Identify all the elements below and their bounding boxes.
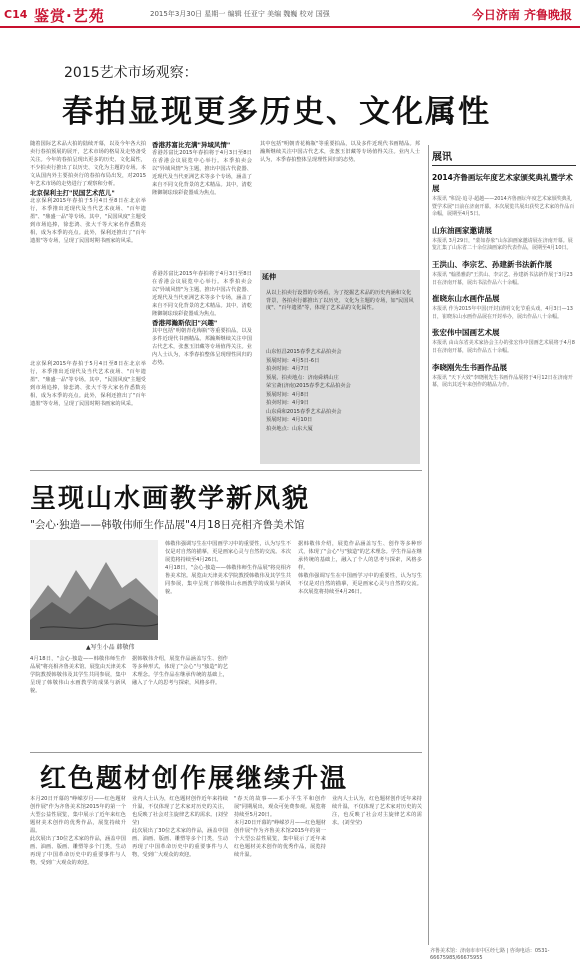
lead-subhead-3: 香港邦瀚斯依旧"兴趣" — [152, 319, 218, 327]
extension-line: 荣宝斋(济南)2015春季艺术品拍卖会 — [266, 383, 351, 389]
lead-body-3: 香港苏富比2015年春拍将于4月3日至8日在香港会议展览中心举行。本季拍卖会以"异域风情"为主题，推出中国古代瓷器、近现代及当代亚洲艺术等多个专场，涵盖了来自不同文化背景的艺术精品。其中，清乾隆御制珐琅彩瓷器成为焦点。 — [152, 150, 252, 196]
extension-line: 预展、拍卖地点：济南舜耕山庄 — [266, 374, 339, 381]
lead-body-2b: 北京保利2015年春拍于5月4日至8日在北京举行，本季推出近现代及当代艺术夜场、"百年遗墨"、"鼎盛一品"等专场。其中，"民国风度"主题受到市场追捧，徐悲鸿、张大千等大家名作悉数亮相，成为本季的亮点。此外，保利还推出了"百年遗墨"等专场，呈现了民国时期书画家的风采。 — [30, 361, 146, 407]
second-body-2: 据韩敬伟介绍，展览作品涵盖写生、创作等多种形式，体现了"会心"与"独造"的艺术理念。学生作品在继承传统的基础上，融入了个人的思考与探索，风格多样。 — [132, 656, 228, 686]
lead-kicker: 2015艺术市场观察： — [64, 65, 198, 81]
sidebar — [432, 148, 576, 390]
third-body-1: 本月20日开幕的"峥嵘岁月——红色题材创作展"作为齐鲁美术馆2015年的第一个大型公益性展览，集中展示了近年来红色题材美术创作的优秀作品，展览持续升温。 — [30, 796, 126, 834]
lead-body-2: 北京保利2015年春拍于5月4日至8日在北京举行，本季推出近现代及当代艺术夜场、"百年遗墨"、"鼎盛一品"等专场。其中，"民国风度"主题受到市场追捧，徐悲鸿、张大千等大家名作悉数亮相，成为本季的亮点。此外，保利还推出了"百年遗墨"等专场，呈现了民国时期书画家的风采。 — [30, 198, 146, 244]
lead-col-1b — [30, 360, 146, 470]
extension-line: 预展时间：4月8日 — [266, 391, 309, 398]
third-col-2 — [132, 795, 228, 975]
page-number: C14 — [4, 8, 28, 21]
second-body-1b: 4月18日，"会心·独造——韩敬伟师生作品展"将亮相齐鲁美术馆。展览由天津美术学院教授韩敬伟及其学生共同参展，集中呈现了韩敬伟山水画教学的成果与新风貌。 — [165, 565, 291, 595]
extension-line: 拍卖时间：4月7日 — [266, 366, 309, 372]
page-header — [0, 0, 580, 30]
lead-col-3 — [260, 140, 420, 266]
third-col-1 — [30, 795, 126, 975]
sidebar-item-body: 本报讯 "天下大效"李晓刚先生书画作品展将于4月12日在济南开幕，展出其近年来创作的精品力作。 — [432, 374, 573, 389]
newspaper-logo: 今日济南 齐鲁晚报 — [471, 8, 572, 22]
header-divider — [0, 26, 580, 28]
extension-text: 从以上拍卖行设置的专场看，为了挖掘艺术品的历史内涵和文化背景，各拍卖行都推出了以历史、文化为主题的专场，如"民国风度"、"百年遗墨"等，体现了艺术品的文化属性。 — [266, 290, 414, 312]
landscape-painting-image — [30, 540, 158, 640]
lead-col-1 — [30, 140, 146, 360]
sidebar-item-head: 李晓刚先生书画作品展 — [432, 362, 507, 372]
lead-subhead-2: 香港苏富比充满"异域风情" — [152, 141, 231, 149]
sidebar-item-body: 本报讯 作为2015年中国(开封)清明文化节重头戏，4月3日—13日，崔晓东山水画作品展在开封举办，展出作品八十余幅。 — [432, 306, 573, 320]
third-col-3 — [234, 795, 326, 975]
second-col-1 — [30, 655, 126, 750]
third-body-2b: 此次展出了30位艺术家的作品，涵盖中国画、油画、版画、雕塑等多个门类，生动再现了中国革命历史中的重要事件与人物，受到广大观众的欢迎。 — [132, 828, 228, 858]
second-col-3 — [165, 540, 291, 650]
lead-body-3b: 香港苏富比2015年春拍将于4月3日至8日在香港会议展览中心举行。本季拍卖会以"异域风情"为主题，推出中国古代瓷器、近现代及当代亚洲艺术等多个专场，涵盖了来自不同文化背景的艺术精品。其中，清乾隆御制珐琅彩瓷器成为焦点。 — [152, 271, 252, 317]
sidebar-divider — [428, 145, 429, 945]
lead-body-4: 其中包括"明朝青花梅瓶"等重要拍品，以及多件近现代书画精品。邦瀚斯继续关注中国古代艺术，张葱玉旧藏等专场值得关注。业内人士认为，本季春拍整体呈现理性回归的态势。 — [152, 328, 252, 366]
extension-line: 山东舜和2015春季艺术品拍卖会 — [266, 408, 342, 415]
lead-body-4b: 其中包括"明朝青花梅瓶"等重要拍品，以及多件近现代书画精品。邦瀚斯继续关注中国古代艺术，张葱玉旧藏等专场值得关注。业内人士认为，本季春拍整体呈现理性回归的态势。 — [260, 141, 420, 163]
third-body-1b: 本月20日开幕的"峥嵘岁月——红色题材创作展"作为齐鲁美术馆2015年的第一个大型公益性展览，集中展示了近年来红色题材美术创作的优秀作品，展览持续升温。 — [234, 820, 326, 858]
sidebar-item-head: 王洪山、李宗艺、孙建新书法新作展 — [432, 259, 552, 269]
third-headline: 红色题材创作展继续升温 — [40, 764, 349, 794]
extension-list — [266, 348, 416, 433]
third-body-3: 业内人士认为，红色题材创作近年来持续升温，不仅体现了艺术家对历史的关注，也反映了社会对主旋律艺术的需求。(刘莹莹) — [132, 796, 228, 826]
extension-title: 延伸 — [262, 273, 276, 281]
lead-col-2b — [152, 270, 252, 470]
extension-line: 预展时间：4月5日-6日 — [266, 357, 320, 364]
second-body-1: 4月18日，"会心·独造——韩敬伟师生作品展"将亮相齐鲁美术馆。展览由天津美术学院教授韩敬伟及其学生共同参展，集中呈现了韩敬伟山水画教学的成果与新风貌。 — [30, 656, 126, 694]
lead-col-2 — [152, 140, 252, 270]
photo-caption: ▲写生小品 韩敬伟 — [86, 644, 135, 651]
sidebar-item-body: 本报讯 3月29日，"蒙如春象"山东油画家邀请展在济南开幕。展览汇集了山东省二十余位油画家的代表作品，展期至4月10日。 — [432, 237, 573, 252]
sidebar-item-head: 2014齐鲁画坛年度艺术家颁奖典礼暨学术展 — [432, 173, 573, 193]
lead-headline: 春拍显现更多历史、文化属性 — [62, 94, 491, 130]
second-headline: 呈现山水画教学新风貌 — [30, 484, 311, 514]
sidebar-item-body: 本报讯 "积淀·追寻·超越——2014齐鲁画坛年度艺术家颁奖典礼暨学术展"日前在济南开幕。本次展览共展出获奖艺术家的作品百余幅，展期至4月5日。 — [432, 196, 575, 218]
third-body-4: "春天的故事——邓小平生平和创作展"同期展出，观众可免费参观。展览将持续至5月20日。 — [234, 796, 326, 818]
second-body-3: 韩敬伟强调写生在中国画学习中的重要性，认为写生不仅是对自然的描摹，更是画家心灵与自然的交流。本次展览将持续至4月26日。 — [165, 541, 291, 563]
sidebar-item-head: 山东油画家邀请展 — [432, 225, 492, 235]
sidebar-title: 展讯 — [432, 148, 576, 166]
second-subline: "会心·独造——韩敬伟师生作品展"4月18日亮相齐鲁美术馆 — [30, 519, 305, 531]
lead-body-1: 随着国际艺术品大拍的陆续开幕，以及今年各大拍卖行春拍预展的展开，艺术市场的格局及走势备受关注。今年的春拍呈现出更多的历史、文化属性，不少拍卖行推出了以历史、文化为主题的专场。本文从国内外主要拍卖行的春拍布局出发，对2015年艺术市场的走势进行了观察和分析。 — [30, 141, 146, 187]
third-body-2: 此次展出了30位艺术家的作品，涵盖中国画、油画、版画、雕塑等多个门类，生动再现了中国革命历史中的重要事件与人物，受到广大观众的欢迎。 — [30, 836, 126, 866]
extension-line: 山东恒昌2015春季艺术品拍卖会 — [266, 349, 342, 355]
article-divider — [30, 752, 422, 753]
sidebar-item-body: 本报讯 由山东省美术家协会主办的张宏伟中国画艺术展将于4月8日在济南开幕，展出作品五十余幅。 — [432, 340, 575, 354]
third-col-4 — [332, 795, 422, 945]
extension-line: 预展时间：4月10日 — [266, 417, 313, 423]
extension-line: 拍卖时间：4月9日 — [266, 400, 309, 406]
third-body-3b: 业内人士认为，红色题材创作近年来持续升温，不仅体现了艺术家对历史的关注，也反映了社会对主旋律艺术的需求。(刘莹莹) — [332, 796, 422, 826]
second-col-4 — [298, 540, 422, 750]
sidebar-item-head: 张宏伟中国画艺术展 — [432, 328, 500, 338]
footer-contact: 齐鲁美术馆：济南市市中区经七路 | 咨询电话：0531-66675985/66675955 — [430, 948, 550, 961]
sidebar-item-body: 本报讯 "翰墨雅韵"王洪山、李宗艺、孙建新书法新作展于3月23日在济南开幕，展出书法作品六十余幅。 — [432, 271, 573, 286]
sidebar-item-head: 崔晓东山水画作品展 — [432, 294, 500, 304]
lead-subhead-1: 北京保利主打"民国艺术范儿" — [30, 189, 115, 197]
second-body-3b: 韩敬伟强调写生在中国画学习中的重要性，认为写生不仅是对自然的描摹，更是画家心灵与自然的交流。本次展览将持续至4月26日。 — [298, 573, 422, 595]
extension-line: 拍卖地点：山东大厦 — [266, 425, 313, 432]
article-divider — [30, 470, 422, 471]
section-title: 鉴赏·艺苑 — [34, 7, 105, 25]
second-col-2 — [132, 655, 228, 750]
second-body-2b: 据韩敬伟介绍，展览作品涵盖写生、创作等多种形式，体现了"会心"与"独造"的艺术理念。学生作品在继承传统的基础上，融入了个人的思考与探索，风格多样。 — [298, 541, 422, 571]
date-line: 2015年3月30日 星期一 编辑 任亚宁 美编 魏巍 校对 国强 — [150, 10, 330, 18]
